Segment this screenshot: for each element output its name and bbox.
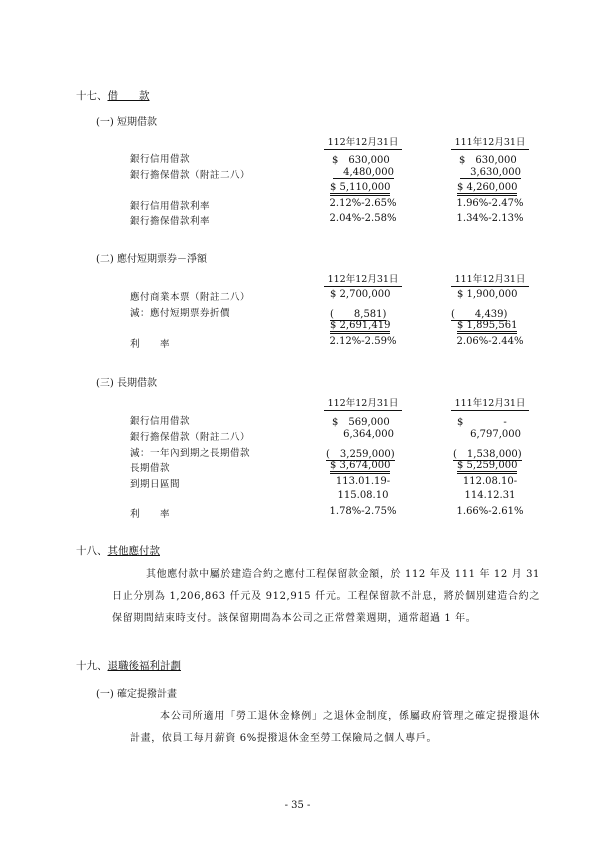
lt-col1-header: 112年12月31日	[324, 395, 402, 411]
cp-rate-v2: 2.06%-2.44%	[456, 336, 524, 347]
section-19-heading	[76, 658, 181, 673]
cp-row2-v2: ( 4,439)	[451, 309, 508, 320]
lt-row4-v2: $ 5,259,000	[457, 460, 527, 471]
lt-row3-v1: ( 3,259,000)	[326, 449, 395, 460]
lt-row4-label: 長期借款	[130, 463, 171, 474]
cp-row1-v1: $ 2,700,000	[330, 289, 391, 300]
lt-rate-v2: 1.66%-2.61%	[456, 506, 524, 517]
lt-row1-label: 銀行信用借款	[130, 416, 191, 427]
cp-total-v1: $ 2,691,419	[330, 320, 400, 331]
lt-row6-v2: 114.12.31	[464, 490, 516, 501]
lt-row2-label: 銀行擔保借款（附註二八）	[130, 432, 251, 443]
page-number: - 35 -	[284, 800, 311, 811]
lt-col2-header: 111年12月31日	[451, 395, 529, 411]
st-total-v2: $ 4,260,000	[457, 182, 527, 193]
section-17-heading	[76, 88, 150, 103]
st-row1-v1: $ 630,000	[332, 155, 390, 166]
lt-row1-v1: $ 569,000	[332, 417, 390, 428]
st-row4-label: 銀行信用借款利率	[130, 201, 211, 212]
cp-total-v2: $ 1,895,561	[457, 320, 527, 331]
section-18-title: 其他應付款	[107, 545, 160, 557]
lt-row3-v2: ( 1,538,000)	[453, 449, 522, 460]
cp-rate-v1: 2.12%-2.59%	[329, 336, 397, 347]
st-row5-v2: 1.34%-2.13%	[456, 213, 524, 224]
lt-row2-v2: 6,797,000	[470, 429, 521, 440]
st-row5-v1: 2.04%-2.58%	[329, 213, 397, 224]
section-19-title: 退職後福利計劃	[107, 660, 181, 672]
cp-col1-header: 112年12月31日	[324, 271, 402, 287]
lt-row5-v1: 113.01.19-	[335, 476, 391, 487]
cp-row1-v2: $ 1,900,000	[457, 289, 518, 300]
section-19-number: 十九、	[76, 660, 108, 672]
section-17-number: 十七、	[76, 90, 108, 102]
lt-row6-v1: 115.08.10	[337, 490, 389, 501]
section-19-subtitle: (一) 確定提撥計畫	[96, 689, 177, 700]
section-17-title: 借 款	[107, 90, 150, 102]
lt-row5-v2: 112.08.10-	[462, 476, 518, 487]
st-total-v1: $ 5,110,000	[330, 182, 400, 193]
lt-row4-v1: $ 3,674,000	[330, 460, 400, 471]
commercial-paper-subtitle: (二) 應付短期票券－淨額	[96, 254, 207, 265]
lt-row3-label: 減：一年內到期之長期借款	[130, 448, 251, 459]
lt-row5-label: 到期日區間	[130, 479, 181, 490]
st-row2-v2: 3,630,000	[451, 167, 521, 178]
st-row5-label: 銀行擔保借款利率	[130, 216, 211, 227]
section-18-heading	[76, 543, 160, 558]
st-row2-v1: 4,480,000	[324, 167, 394, 178]
cp-col2-header: 111年12月31日	[451, 271, 529, 287]
lt-rate-v1: 1.78%-2.75%	[329, 506, 397, 517]
st-row1-label: 銀行信用借款	[130, 154, 191, 165]
short-term-col1-header: 112年12月31日	[324, 134, 402, 150]
cp-row1-label: 應付商業本票（附註二八）	[130, 292, 251, 303]
cp-row2-v1: ( 8,581)	[330, 309, 387, 320]
cp-row2-label: 減：應付短期票券折價	[130, 308, 231, 319]
st-row1-v2: $ 630,000	[459, 155, 517, 166]
section-19-paragraph: 本公司所適用「勞工退休金條例」之退休金制度，係屬政府管理之確定提撥退休計畫，依員工每月薪資 6%提撥退休金至勞工保險局之個人專戶。	[130, 711, 540, 744]
st-row2-label: 銀行擔保借款（附註二八）	[130, 170, 251, 181]
section-18-paragraph: 其他應付款中屬於建造合約之應付工程保留款金額，於 112 年及 111 年 12 月 31 日止分別為 1,206,863 仟元及 912,915 仟元。工程保留款不計息，將於個別建造合約之保留期間結束時支付。該保留期間為本公司之正常營業週期，通常超過 1 年。	[112, 569, 540, 624]
lt-row2-v1: 6,364,000	[343, 429, 394, 440]
cp-rate-label: 利 率	[130, 339, 171, 350]
short-term-subtitle: (一) 短期借款	[96, 117, 157, 128]
section-18-number: 十八、	[76, 545, 108, 557]
lt-row1-v2: $ -	[457, 417, 507, 428]
long-term-subtitle: (三) 長期借款	[96, 378, 157, 389]
short-term-col2-header: 111年12月31日	[451, 134, 529, 150]
lt-rate-label: 利 率	[130, 509, 171, 520]
st-row4-v1: 2.12%-2.65%	[329, 198, 397, 209]
st-row4-v2: 1.96%-2.47%	[456, 198, 524, 209]
